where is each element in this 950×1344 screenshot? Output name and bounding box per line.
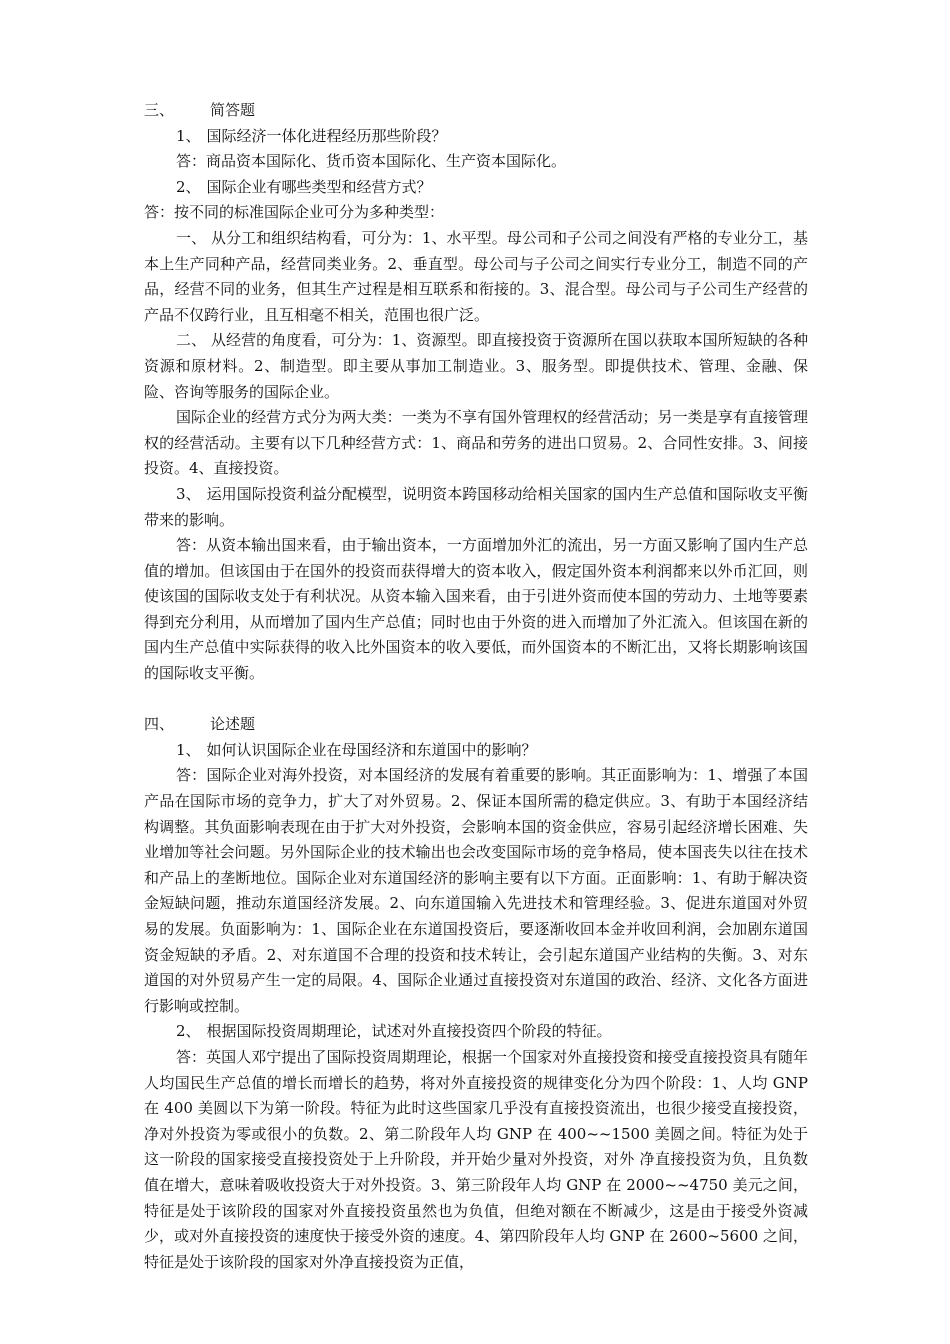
answer-paragraph: 答：商品资本国际化、货币资本国际化、生产资本国际化。: [176, 152, 567, 171]
question-text: 运用国际投资利益分配模型，说明资本跨国移动给相关国家的国内生产总值和国际收支平衡带来的影响。: [144, 484, 808, 529]
section-number: 三、: [144, 101, 175, 119]
answer-paragraph: 答：从资本输出国来看，由于输出资本，一方面增加外汇的流出，另一方面又影响了国内生产总值的增加。但该国由于在国外的投资而获得增大的资本收入，假定国外资本利润都来以外币汇回，则使该国的国际收支处于有利状况。从资本输入国来看，由于引进外资而使本国的劳动力、土地等要素得到充分利用，从而增加了国内生产总值；同时也由于外资的进入而增加了外汇流入。但该国在新的国内生产总值中实际获得的收入比外国资本的收入要低，而外国资本的不断汇出，又将长期影响该国的国际收支平衡。: [144, 536, 808, 683]
question-3: [144, 482, 808, 533]
section-title: 论述题: [210, 715, 256, 734]
question-number: 2、: [176, 177, 201, 196]
question-text: 国际企业有哪些类型和经营方式？: [206, 177, 432, 196]
essay-question-2: [144, 1019, 808, 1045]
question-number: 1、: [176, 126, 201, 145]
answer-paragraph: 一、 从分工和组织结构看，可分为：1、水平型。母公司和子公司之间没有严格的专业分工，基本上生产同种产品，经营同类业务。2、垂直型。母公司与子公司之间实行专业分工，制造不同的产品，经营不同的业务，但其生产过程是相互联系和衔接的。3、混合型。母公司与子公司生产经营的产品不仅跨行业，且互相毫不相关，范围也很广泛。: [144, 228, 808, 324]
question-number: 1、: [176, 740, 201, 759]
essay-question-1: [144, 738, 808, 764]
answer-paragraph: 二、 从经营的角度看，可分为：1、资源型。即直接投资于资源所在国以获取本国所短缺的各种资源和原材料。2、制造型。即主要从事加工制造业。3、服务型。即提供技术、管理、金融、保险、咨询等服务的国际企业。: [144, 331, 808, 401]
answer-paragraph: 答：国际企业对海外投资，对本国经济的发展有着重要的影响。其正面影响为：1、增强了本国产品在国际市场的竞争力，扩大了对外贸易。2、保证本国所需的稳定供应。3、有助于本国经济结构调整。其负面影响表现在由于扩大对外投资，会影响本国的资金供应，容易引起经济增长困难、失业增加等社会问题。另外国际企业的技术输出也会改变国际市场的竞争格局，使本国丧失以往在技术和产品上的垄断地位。国际企业对东道国经济的影响主要有以下方面。正面影响：1、有助于解决资金短缺问题，推动东道国经济发展。2、向东道国输入先进技术和管理经验。3、促进东道国对外贸易的发展。负面影响为：1、国际企业在东道国投资后，要逐渐收回本金并收回利润，会加剧东道国资金短缺的矛盾。2、对东道国不合理的投资和技术转让，会引起东道国产业结构的失衡。3、对东道国的对外贸易产生一定的局限。4、国际企业通过直接投资对东道国的政治、经济、文化各方面进行影响或控制。: [144, 766, 808, 1015]
question-text: 根据国际投资周期理论，试述对外直接投资四个阶段的特征。: [206, 1022, 612, 1041]
section-heading-3: [144, 98, 808, 124]
document-page: [144, 98, 808, 1275]
question-text: 如何认识国际企业在母国经济和东道国中的影响？: [206, 740, 537, 759]
question-text: 国际经济一体化进程经历那些阶段？: [206, 126, 447, 145]
question-2: [144, 175, 808, 201]
answer-paragraph: 答：按不同的标准国际企业可分为多种类型：: [144, 203, 445, 222]
answer-paragraph: 答：英国人邓宁提出了国际投资周期理论，根据一个国家对外直接投资和接受直接投资具有随年人均国民生产总值的增长而增长的趋势，将对外直接投资的规律变化分为四个阶段：1、人均 GNP 在 400 美圆以下为第一阶段。特征为此时这些国家几乎没有直接投资流出，也很少接受直接投资，净对外投资为零或很小的负数。2、第二阶段年人均 GNP 在 400~~1500 美圆之间。特征为处于这一阶段的国家接受直接投资处于上升阶段，并开始少量对外投资，对外 净直接投资为负，且负数值在增大，意味着吸收投资大于对外投资。3、第三阶段年人均 GNP 在 2000~~4750 美元之间，特征是处于该阶段的国家对外直接投资虽然也为负值，但绝对额在不断减少，这是由于接受外资减少，或对外直接投资的速度快于接受外资的速度。4、第四阶段年人均 GNP 在 2600~5600 之间，特征是处于该阶段的国家对外净直接投资为正值，: [144, 1047, 808, 1271]
question-number: 3、: [176, 484, 201, 503]
question-number: 2、: [176, 1022, 201, 1041]
answer-paragraph: 国际企业的经营方式分为两大类：一类为不享有国外管理权的经营活动；另一类是享有直接管理权的经营活动。主要有以下几种经营方式：1、商品和劳务的进出口贸易。2、合同性安排。3、间接投资。4、直接投资。: [144, 408, 808, 478]
question-1: [144, 124, 808, 150]
section-number: 四、: [144, 715, 175, 734]
section-title: 简答题: [210, 101, 256, 119]
section-heading-4: [144, 712, 808, 738]
blank-line: [144, 687, 808, 713]
